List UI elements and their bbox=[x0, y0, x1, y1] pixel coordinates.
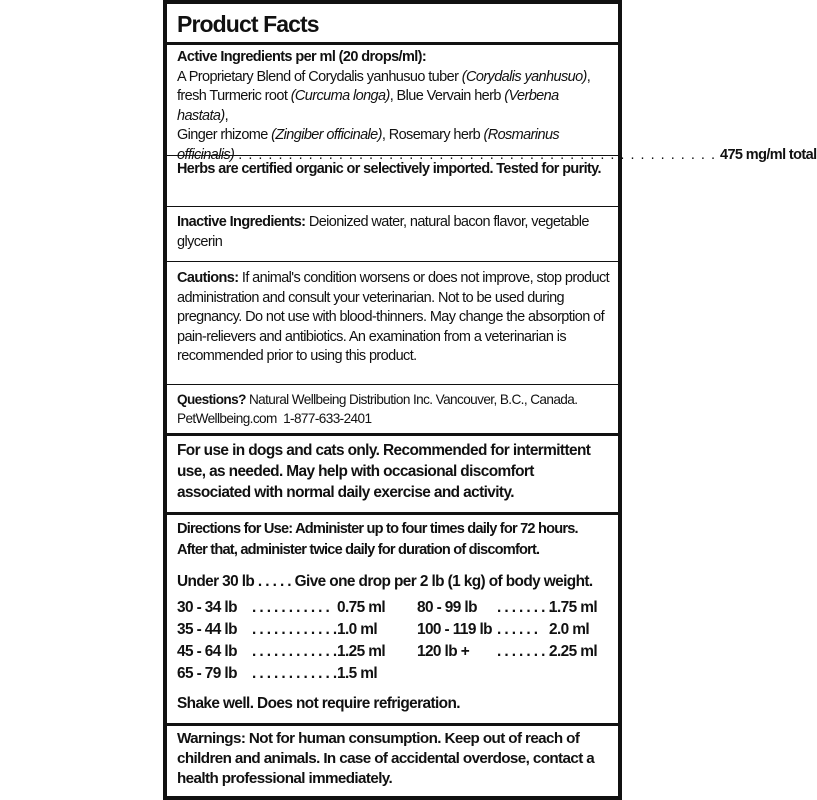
dosage-amount: 0.75 ml bbox=[337, 599, 385, 616]
inactive-text: Deionized water, natural bacon flavor, vegetable glycerin bbox=[177, 214, 589, 250]
active-ingredients-heading: Active Ingredients per ml (20 drops/ml): bbox=[177, 49, 427, 65]
dosage-weight: 120 lb + bbox=[417, 643, 470, 660]
latin-name: officinalis) bbox=[177, 146, 235, 163]
dosage-table bbox=[177, 598, 617, 688]
dosage-weight: 100 - 119 lb bbox=[417, 621, 492, 638]
total-amount: 475 mg/ml total bbox=[719, 146, 817, 163]
leader-dots: . . . . . . . . bbox=[497, 599, 553, 616]
latin-name: (Curcuma longa) bbox=[290, 88, 390, 105]
latin-name: (Corydalis yanhusuo) bbox=[461, 68, 587, 85]
active-text: Ginger rhizome bbox=[177, 127, 272, 144]
questions-line-1 bbox=[177, 390, 610, 409]
leader-dots: . . . . . . bbox=[497, 621, 538, 638]
cautions-section bbox=[167, 269, 618, 367]
title-divider bbox=[167, 42, 618, 45]
divider bbox=[167, 433, 618, 436]
directions-heading: Directions for Use: Administer up to four times daily for 72 hours. After that, administer twice daily for duration of discomfort. bbox=[177, 521, 578, 558]
latin-name: (Zingiber officinale) bbox=[271, 127, 382, 144]
active-text: , Blue Vervain herb bbox=[389, 88, 505, 105]
questions-section bbox=[167, 390, 618, 428]
dosage-weight: 45 - 64 lb bbox=[177, 643, 237, 660]
leader-dots: . . . . . . . . . . . . . . . . . . . . . . . . . . . . . . . . . . . . . . . . . . . . . . . . bbox=[238, 146, 716, 163]
dosage-amount: 1.0 ml bbox=[337, 621, 378, 638]
dosage-amount: 1.75 ml bbox=[549, 599, 597, 616]
active-text: , bbox=[586, 68, 591, 85]
leader-dots: . . . . . . . . . . . bbox=[252, 599, 330, 616]
active-text: fresh Turmeric root bbox=[177, 88, 291, 105]
dosage-weight: 80 - 99 lb bbox=[417, 599, 477, 616]
leader-dots: . . . . . . . . . . . . bbox=[252, 643, 337, 660]
divider bbox=[167, 261, 618, 262]
leader-dots: . . . . . . . . bbox=[497, 643, 553, 660]
divider bbox=[167, 155, 618, 156]
usage-text: For use in dogs and cats only. Recommended for intermittent use, as needed. May help with occasional discomfort associated with normal daily exercise and activity. bbox=[177, 442, 591, 501]
dosage-amount: 2.0 ml bbox=[549, 621, 590, 638]
phone-number[interactable]: 1-877-633-2401 bbox=[283, 411, 372, 426]
divider bbox=[167, 512, 618, 515]
dosage-weight: 30 - 34 lb bbox=[177, 599, 237, 616]
under-30-row bbox=[167, 571, 618, 592]
herbs-note-section bbox=[167, 159, 618, 179]
inactive-ingredients-section bbox=[167, 213, 618, 252]
product-facts-panel bbox=[163, 0, 817, 800]
website-link[interactable]: PetWellbeing.com bbox=[177, 411, 277, 426]
cautions-text: If animal's condition worsens or does not improve, stop product administration and consult your veterinarian. Not to be used during pregnancy. Do not use with blood-thinners. May change the absorption of pain-relievers and antibiotics. An examination from a veterinarian is recommended prior to using this product. bbox=[177, 270, 610, 365]
questions-line-2 bbox=[177, 409, 610, 428]
divider bbox=[167, 384, 618, 385]
warnings-label: Warnings: bbox=[177, 730, 246, 747]
dosage-weight: 65 - 79 lb bbox=[177, 665, 237, 682]
cautions-label: Cautions: bbox=[177, 270, 239, 286]
latin-name: (Rosmarinus bbox=[483, 127, 560, 144]
active-line-3 bbox=[177, 126, 610, 146]
directions-section bbox=[167, 519, 618, 561]
dosage-amount: 1.25 ml bbox=[337, 643, 385, 660]
storage-note: Shake well. Does not require refrigeration. bbox=[177, 695, 460, 712]
active-text: , Rosemary herb bbox=[381, 127, 484, 144]
warnings-text: Not for human consumption. Keep out of reach of children and animals. In case of accidental overdose, contact a health professional immediately. bbox=[177, 730, 595, 787]
divider bbox=[167, 206, 618, 207]
dosage-weight: 35 - 44 lb bbox=[177, 621, 237, 638]
under-30-dosage: Under 30 lb . . . . . Give one drop per 2 lb (1 kg) of body weight. bbox=[177, 573, 593, 590]
active-line-2 bbox=[177, 87, 610, 126]
page-title: Product Facts bbox=[177, 11, 319, 37]
leader-dots: . . . . . . . . . . . . bbox=[252, 621, 337, 638]
divider bbox=[167, 723, 618, 726]
leader-dots: . . . . . . . . . . . . bbox=[252, 665, 337, 682]
active-text: , bbox=[224, 107, 229, 124]
herbs-note: Herbs are certified organic or selectively imported. Tested for purity. bbox=[177, 161, 601, 177]
inactive-label: Inactive Ingredients: bbox=[177, 214, 306, 230]
usage-section bbox=[167, 440, 618, 503]
storage-section bbox=[167, 693, 618, 714]
active-line-1 bbox=[177, 68, 610, 88]
active-ingredients-section bbox=[167, 48, 817, 166]
warnings-section bbox=[167, 729, 618, 789]
latin-name: (Verbena hastata) bbox=[177, 88, 559, 124]
title-section bbox=[167, 10, 618, 38]
questions-label: Questions? bbox=[177, 392, 246, 407]
questions-text: Natural Wellbeing Distribution Inc. Vancouver, B.C., Canada. bbox=[245, 392, 578, 407]
active-text: A Proprietary Blend of Corydalis yanhusuo tuber bbox=[177, 68, 462, 85]
dosage-amount: 1.5 ml bbox=[337, 665, 378, 682]
dosage-amount: 2.25 ml bbox=[549, 643, 597, 660]
